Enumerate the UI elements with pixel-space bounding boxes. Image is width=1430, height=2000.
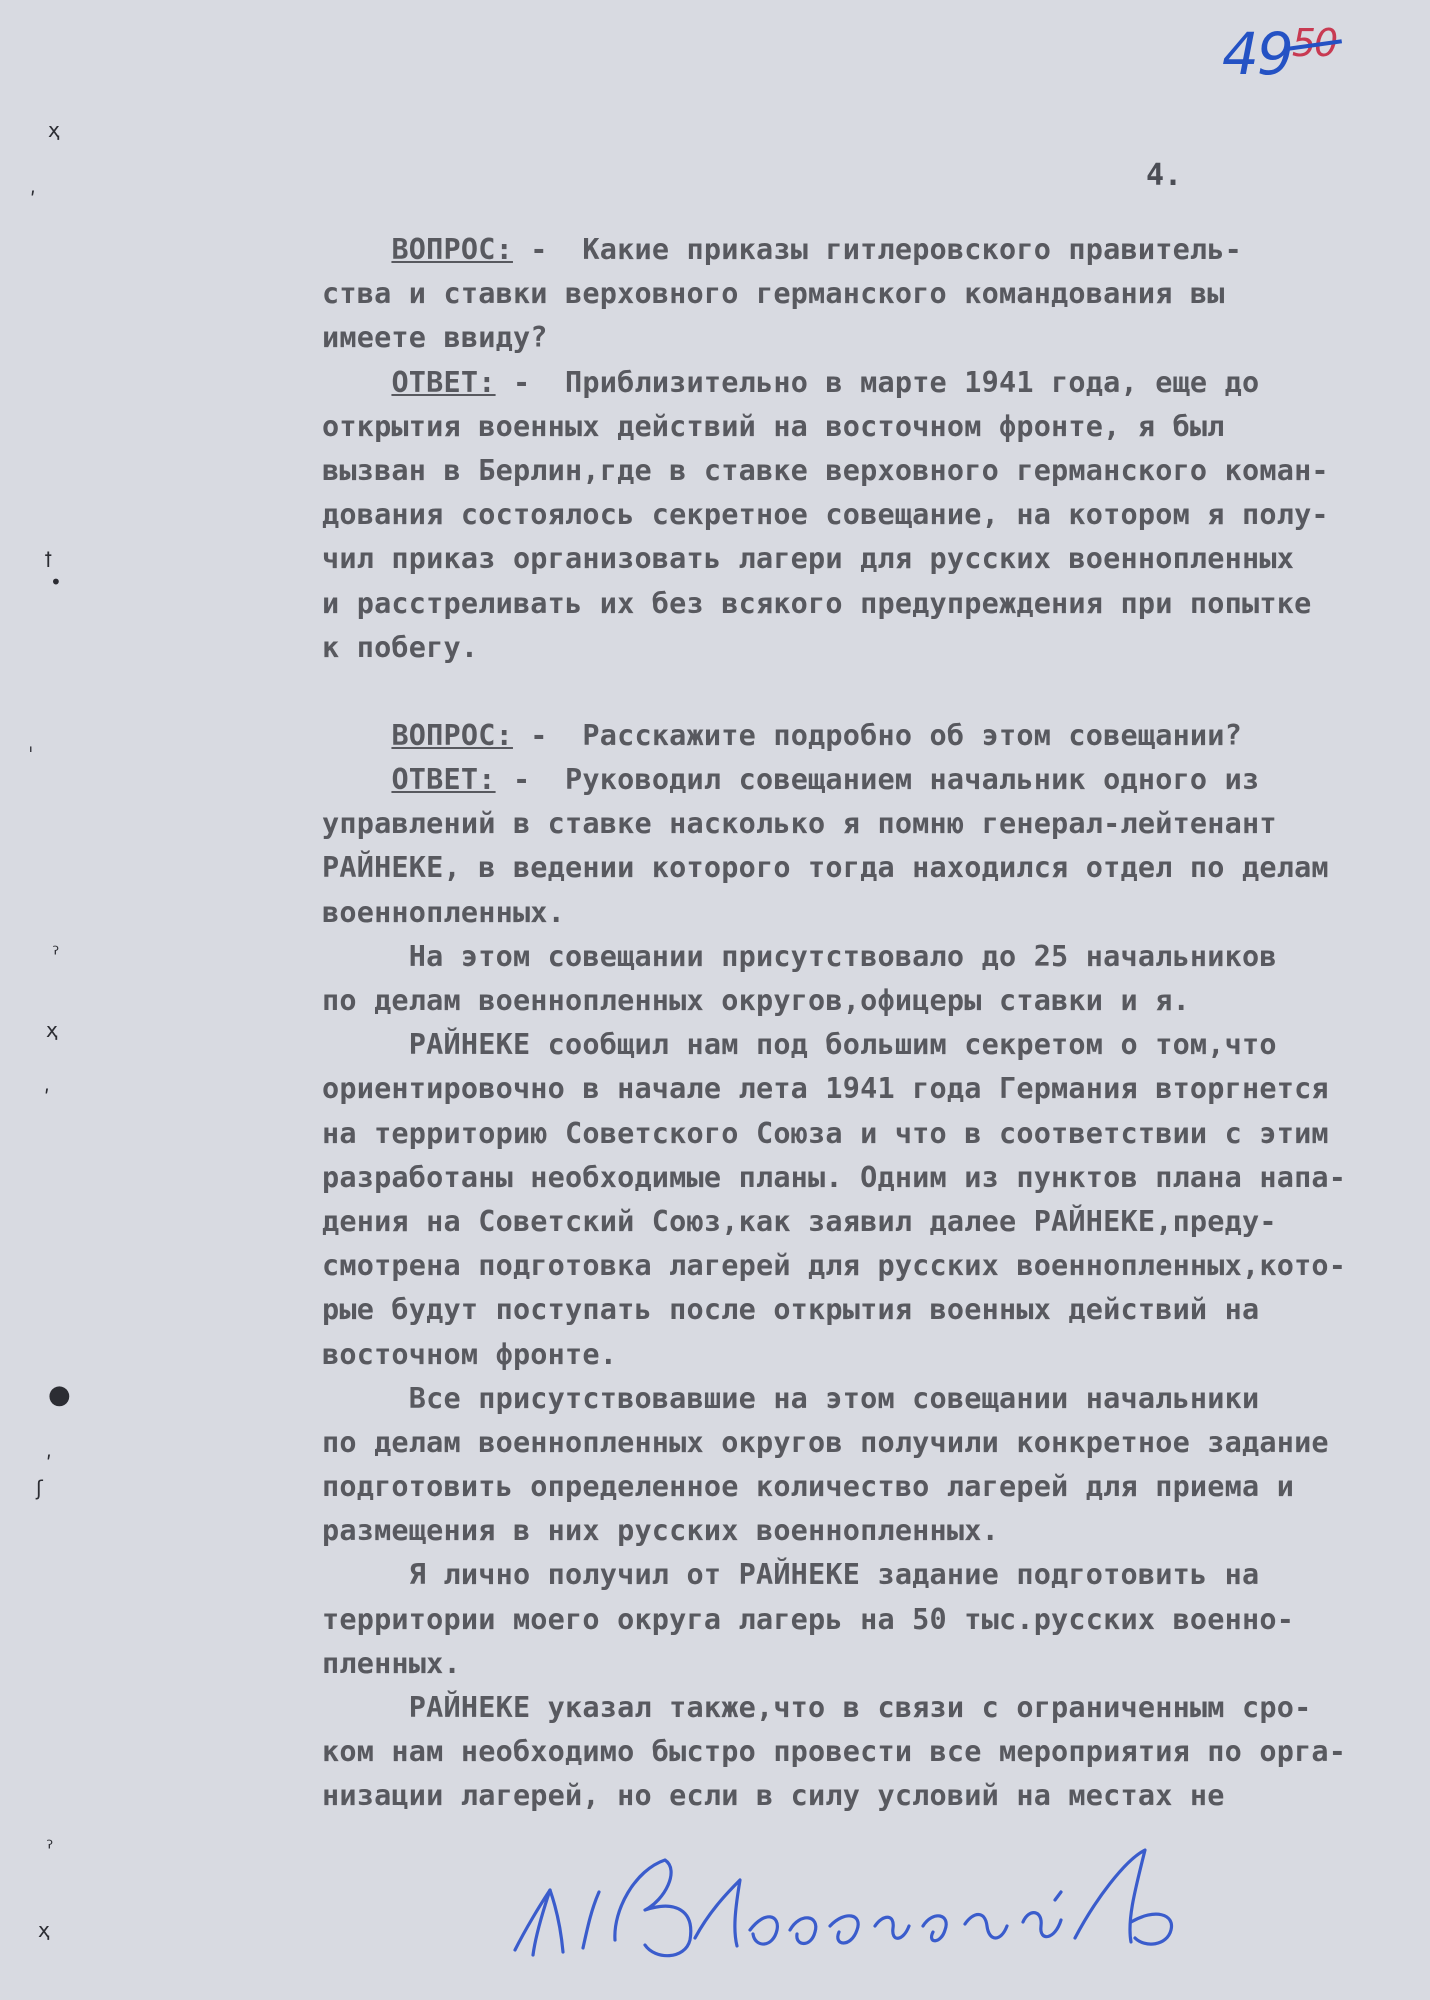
page-number: 4. [1146, 158, 1183, 193]
text-line: смотрена подготовка лагерей для русских военнопленных,кото- [322, 1249, 1347, 1283]
margin-mark: ʹ [46, 1452, 52, 1476]
question-label: ВОПРОС: [391, 233, 513, 266]
question-label: ВОПРОС: [391, 718, 513, 752]
text-line: по делам военнопленных округов,офицеры ставки и я. [322, 984, 1190, 1017]
text-line: размещения в них русских военнопленных. [322, 1514, 999, 1548]
text-line: к побегу. [322, 630, 479, 664]
margin-mark: ꝉ [44, 548, 53, 572]
margin-mark: ˀ [52, 942, 60, 966]
text-line: открытия военных действий на восточном фронте, я был [322, 409, 1225, 443]
text-line: Все присутствовавшие на этом совещании начальники [322, 1381, 1260, 1415]
text-line: подготовить определенное количество лагерей для приема и [322, 1470, 1295, 1504]
text-line: низации лагерей, но если в силу условий на местах не [322, 1779, 1225, 1813]
handwritten-signature [495, 1830, 1255, 1980]
margin-mark: ʹ [44, 1086, 50, 1110]
text-line: по делам военнопленных округов получили конкретное задание [322, 1425, 1329, 1459]
margin-mark: ˀ [46, 1836, 54, 1860]
text-line: рые будут поступать после открытия военных действий на [322, 1293, 1260, 1327]
text-line: военнопленных. [322, 895, 566, 929]
text-line: чил приказ организовать лагери для русских военнопленных [322, 542, 1295, 576]
text-line: пленных. [322, 1646, 461, 1680]
margin-mark: ҳ [38, 1918, 50, 1942]
archive-number-current: 49 [1222, 20, 1292, 88]
text-line: восточном фронте. [322, 1337, 618, 1371]
answer-2-line: ОТВЕТ: - Руководил совещанием начальник одного из [391, 763, 1260, 797]
text-line: ком нам необходимо быстро провести все мероприятия по орга- [322, 1735, 1347, 1769]
text-line: разработаны необходимые планы. Одним из пунктов плана напа- [322, 1160, 1347, 1194]
question-1-line: ВОПРОС: - Какие приказы гитлеровского правитель- [391, 233, 1243, 266]
answer-label: ОТВЕТ: [391, 763, 496, 797]
text-line: и расстреливать их без всякого предупреждения при попытке [322, 586, 1312, 620]
margin-mark: ʹ [30, 188, 36, 212]
text-line: вызван в Берлин,где в ставке верховного германского коман- [322, 453, 1329, 487]
archive-page-number [1222, 20, 1336, 88]
text-line: ориентировочно в начале лета 1941 года Германия вторгнется [322, 1072, 1329, 1106]
text-line: дования состоялось секретное совещание, на котором я полу- [322, 498, 1329, 532]
text-line: территории моего округа лагерь на 50 тыс.русских военно- [322, 1602, 1295, 1636]
question-2-line: ВОПРОС: - Расскажите подробно об этом совещании? [391, 718, 1243, 752]
text-line: дения на Советский Союз,как заявил далее РАЙНЕКЕ,преду- [322, 1204, 1277, 1238]
text-line: управлений в ставке насколько я помню генерал-лейтенант [322, 807, 1277, 841]
text-line: имеете ввиду? [322, 321, 548, 355]
text-line: Я лично получил от РАЙНЕКЕ задание подготовить на [322, 1558, 1260, 1592]
text-line: ства и ставки верховного германского командования вы [322, 277, 1225, 311]
margin-mark: • [50, 570, 62, 594]
answer-1-line: ОТВЕТ: - Приблизительно в марте 1941 года, еще до [391, 365, 1260, 399]
text-line: РАЙНЕКЕ, в ведении которого тогда находился отдел по делам [322, 851, 1329, 885]
text-line: РАЙНЕКЕ указал также,что в связи с ограниченным сро- [322, 1691, 1312, 1724]
answer-label: ОТВЕТ: [391, 365, 496, 399]
margin-mark: ҳ [46, 1018, 58, 1042]
margin-mark: ˌ [28, 730, 34, 754]
text-line: РАЙНЕКЕ сообщил нам под большим секретом о том,что [322, 1028, 1277, 1062]
margin-mark: ʃ [36, 1476, 43, 1500]
archive-number-crossed: 50 [1291, 21, 1337, 65]
margin-mark: ҳ [48, 118, 60, 142]
typed-text [322, 228, 1392, 1819]
text-line: на территорию Советского Союза и что в соответствии с этим [322, 1116, 1329, 1150]
margin-mark: ● [48, 1380, 71, 1410]
text-line: На этом совещании присутствовало до 25 начальников [322, 939, 1277, 973]
